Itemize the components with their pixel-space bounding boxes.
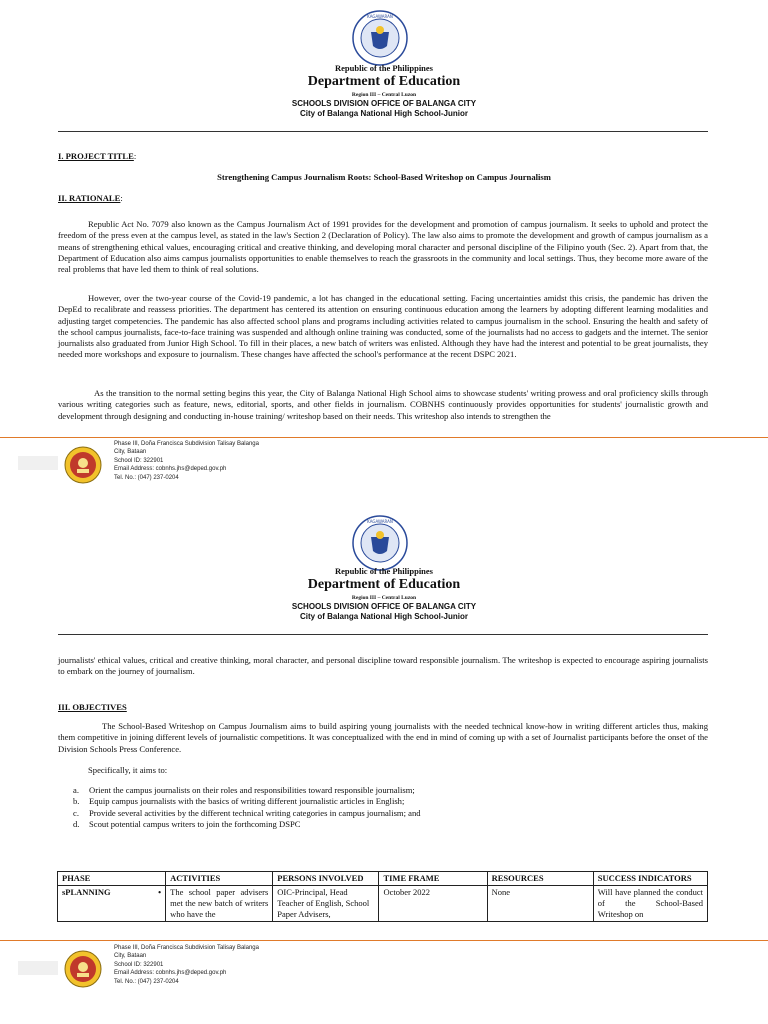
table-cell-phase: sPLANNING •	[58, 886, 166, 922]
school-line: City of Balanga National High School-Junior	[299, 612, 468, 621]
table-header-success: SUCCESS INDICATORS	[593, 872, 707, 886]
rationale-heading: II. RATIONALE:	[58, 193, 123, 203]
rationale-paragraph-3: As the transition to the normal setting begins this year, the City of Balanga National High School aims to showcase students' writing prowess and oral proficiency skills through various writing categories such as feature, news, editorial, sports, and other fields in journalism. COBNHS continuously provides opportunities for students' journalistic growth and development through designing and conducting in-house training/ writeshop based on their needs. This writeshop also intends to strengthen the	[58, 388, 708, 421]
footer-mark	[18, 961, 58, 975]
activities-table	[57, 871, 708, 922]
division-line: SCHOOLS DIVISION OFFICE OF BALANGA CITY	[291, 99, 477, 108]
table-header-resources: RESOURCES	[487, 872, 593, 886]
rationale-paragraph-1: Republic Act No. 7079 also known as the Campus Journalism Act of 1991 provides for the development and promotion of campus journalism. It seeks to uphold and protect the freedom of the press even at the campus level, as stated in the law's Section 2 (Declaration of Policy). The law also aims to promote the development and growth of campus journalism as a means of strengthening ethical values, encouraging critical and creative thinking, and developing moral character and personal discipline of the Filipino youth (Sec. 2). Apart from that, the Department of Education also aims campus journalists opportunities to enable themselves to reach the grassroots in the community and local settings. Thus, they become more aware of the real problems that have led them to think of real solutions.	[58, 219, 708, 275]
rationale-paragraph-3-continued: journalists' ethical values, critical and creative thinking, moral character, and personal discipline toward responsible journalism. The writeshop is expected to encourage aspiring journalists to embark on the journey of journalism.	[58, 655, 708, 677]
region-line: Region III – Central Luzon	[351, 92, 417, 98]
list-item: a. Orient the campus journalists on their roles and responsibilities toward responsible journalism;	[73, 785, 415, 795]
table-cell-time: October 2022	[379, 886, 487, 922]
region-line: Region III – Central Luzon	[351, 595, 417, 601]
objectives-heading: III. OBJECTIVES	[58, 702, 127, 712]
svg-text:KAGAWARAN: KAGAWARAN	[367, 519, 393, 524]
division-line: SCHOOLS DIVISION OFFICE OF BALANGA CITY	[291, 602, 477, 611]
table-header-time: TIME FRAME	[379, 872, 487, 886]
objectives-paragraph: The School-Based Writeshop on Campus Journalism aims to build aspiring young journalists with the needed technical know-how in writing different articles thus, making them competitive in joining different levels of journalistic competitions. It was conceptualized with the end in mind of coming up with a set of Journalist participants before the onset of the Division Schools Press Conference.	[58, 721, 708, 754]
footer-rule	[0, 940, 768, 941]
footer-address: Phase III, Doña Francisca Subdivision Talisay Balanga City, Bataan School ID: 322901 Email Address: cobnhs.jhs@deped.gov.ph Tel. No.: (047) 237-0204	[114, 945, 259, 985]
table-cell-activities: The school paper advisers met the new batch of writers who have the	[166, 886, 273, 922]
table-cell-resources: None	[487, 886, 593, 922]
deped-seal-icon	[352, 515, 408, 571]
project-title-heading: I. PROJECT TITLE:	[58, 151, 137, 161]
footer-address: Phase III, Doña Francisca Subdivision Talisay Balanga City, Bataan School ID: 322901 Email Address: cobnhs.jhs@deped.gov.ph Tel. No.: (047) 237-0204	[114, 441, 259, 481]
list-item: b. Equip campus journalists with the basics of writing different journalistic articles in English;	[73, 796, 405, 807]
list-item: d. Scout potential campus writers to join the forthcoming DSPC	[73, 818, 301, 829]
school-logo-icon	[64, 950, 102, 988]
republic-line: Republic of the Philippines	[334, 63, 433, 73]
department-title: Department of Education	[307, 74, 461, 89]
table-cell-persons: OIC-Principal, Head Teacher of English, School Paper Advisers,	[273, 886, 379, 922]
project-title: Strengthening Campus Journalism Roots: School-Based Writeshop on Campus Journalism	[217, 172, 551, 182]
table-cell-success: Will have planned the conduct of the School-Based Writeshop on	[593, 886, 707, 922]
svg-text:KAGAWARAN: KAGAWARAN	[367, 14, 393, 19]
objectives-intro: Specifically, it aims to:	[88, 765, 168, 775]
table-row	[58, 886, 708, 922]
table-header-persons: PERSONS INVOLVED	[273, 872, 379, 886]
table-header-phase: PHASE	[58, 872, 166, 886]
republic-line: Republic of the Philippines	[334, 566, 433, 576]
department-title: Department of Education	[307, 577, 461, 592]
rationale-paragraph-2: However, over the two-year course of the Covid-19 pandemic, a lot has changed in the educational setting. Facing uncertainties amidst this crisis, the pandemic has driven the DepEd to recalibrate and reassess priorities. The department has centered its attention on ensuring continuous education among the learners by adopting different learning modalities and adjusting target competencies. The pandemic has also affected school plans and programs including activities related to campus journalism in the school. Ensuring the health and safety of the school campus journalists, face-to-face training was suspended and although online training was conducted, some of the journalists had no access to gadgets and the internet. The senior journalists also graduated from Junior High School. To fill in their places, a new batch of writers was enlisted. Although they have had the interest and potential to be great journalists, they needed more workshops and exposure to journalism. These changes have affected the school's performance at the recent DSPC 2021.	[58, 293, 708, 360]
school-line: City of Balanga National High School-Junior	[299, 109, 468, 118]
table-header-activities: ACTIVITIES	[166, 872, 273, 886]
objectives-list	[73, 785, 421, 830]
header-rule	[58, 634, 708, 635]
table-header-row	[58, 872, 708, 886]
list-item: c. Provide several activities by the different technical writing categories in campus journalism; and	[73, 807, 421, 818]
